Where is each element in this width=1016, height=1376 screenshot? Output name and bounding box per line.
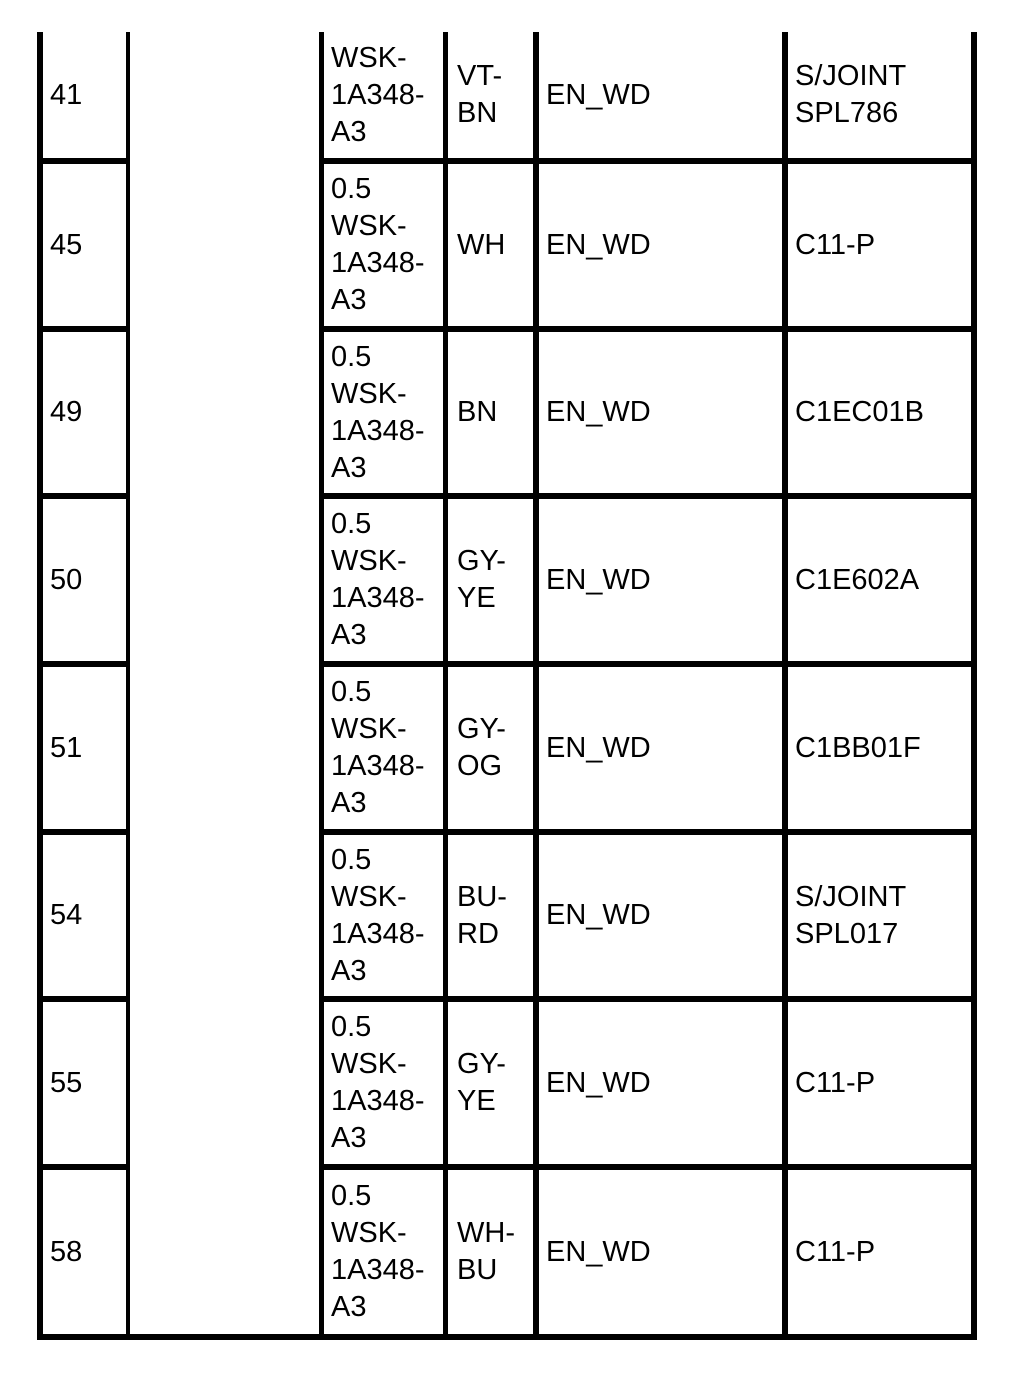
table-row: [0, 32, 1016, 158]
circuit-cell: EN_WD: [546, 899, 651, 931]
pin-cell: 41: [50, 78, 83, 111]
wire-cell: WSK- 1A348- A3: [331, 41, 425, 148]
wire-cell: 0.5 WSK- 1A348- A3: [331, 508, 425, 651]
color-cell: WH- BU: [457, 1217, 515, 1286]
table-row: [0, 1170, 1016, 1334]
destination-cell: C1E602A: [795, 563, 920, 596]
color-cell: GY- YE: [457, 545, 506, 614]
color-cell: BN: [457, 396, 498, 428]
destination-cell: C11-P: [795, 228, 876, 261]
table-row: [0, 164, 1016, 326]
table-row: [0, 667, 1016, 829]
circuit-cell: EN_WD: [546, 731, 651, 764]
circuit-cell: EN_WD: [546, 228, 651, 261]
circuit-cell: EN_WD: [546, 1235, 651, 1268]
color-cell: GY- YE: [457, 1048, 506, 1117]
table-row: [0, 499, 1016, 661]
destination-cell: C1BB01F: [795, 731, 921, 764]
destination-cell: C11-P: [795, 1235, 876, 1268]
destination-cell: S/JOINT SPL786: [795, 60, 907, 129]
color-cell: BU- RD: [457, 880, 507, 950]
circuit-cell: EN_WD: [546, 1066, 651, 1099]
wire-cell: 0.5 WSK- 1A348- A3: [331, 676, 425, 819]
table-row: [0, 835, 1016, 996]
destination-cell: C11-P: [795, 1066, 876, 1099]
wire-cell: 0.5 WSK- 1A348- A3: [331, 843, 425, 987]
color-cell: WH: [457, 228, 506, 261]
pin-cell: 51: [50, 731, 83, 764]
table-row: [0, 1002, 1016, 1164]
wire-cell: 0.5 WSK- 1A348- A3: [331, 340, 425, 484]
wire-cell: 0.5 WSK- 1A348- A3: [331, 1011, 425, 1154]
pin-cell: 49: [50, 396, 83, 428]
table-bottom-border: [37, 1334, 977, 1340]
circuit-cell: EN_WD: [546, 563, 651, 596]
color-cell: GY- OG: [457, 713, 506, 782]
pin-cell: 58: [50, 1235, 83, 1268]
color-cell: VT- BN: [457, 60, 503, 129]
table-row: [0, 332, 1016, 493]
wire-cell: 0.5 WSK- 1A348- A3: [331, 1180, 425, 1323]
destination-cell: S/JOINT SPL017: [795, 880, 907, 950]
pin-cell: 55: [50, 1066, 83, 1099]
destination-cell: C1EC01B: [795, 396, 924, 428]
circuit-cell: EN_WD: [546, 396, 651, 428]
pin-cell: 54: [50, 899, 83, 931]
circuit-cell: EN_WD: [546, 78, 651, 111]
wire-cell: 0.5 WSK- 1A348- A3: [331, 173, 425, 316]
pin-cell: 50: [50, 563, 83, 596]
pin-cell: 45: [50, 228, 83, 261]
